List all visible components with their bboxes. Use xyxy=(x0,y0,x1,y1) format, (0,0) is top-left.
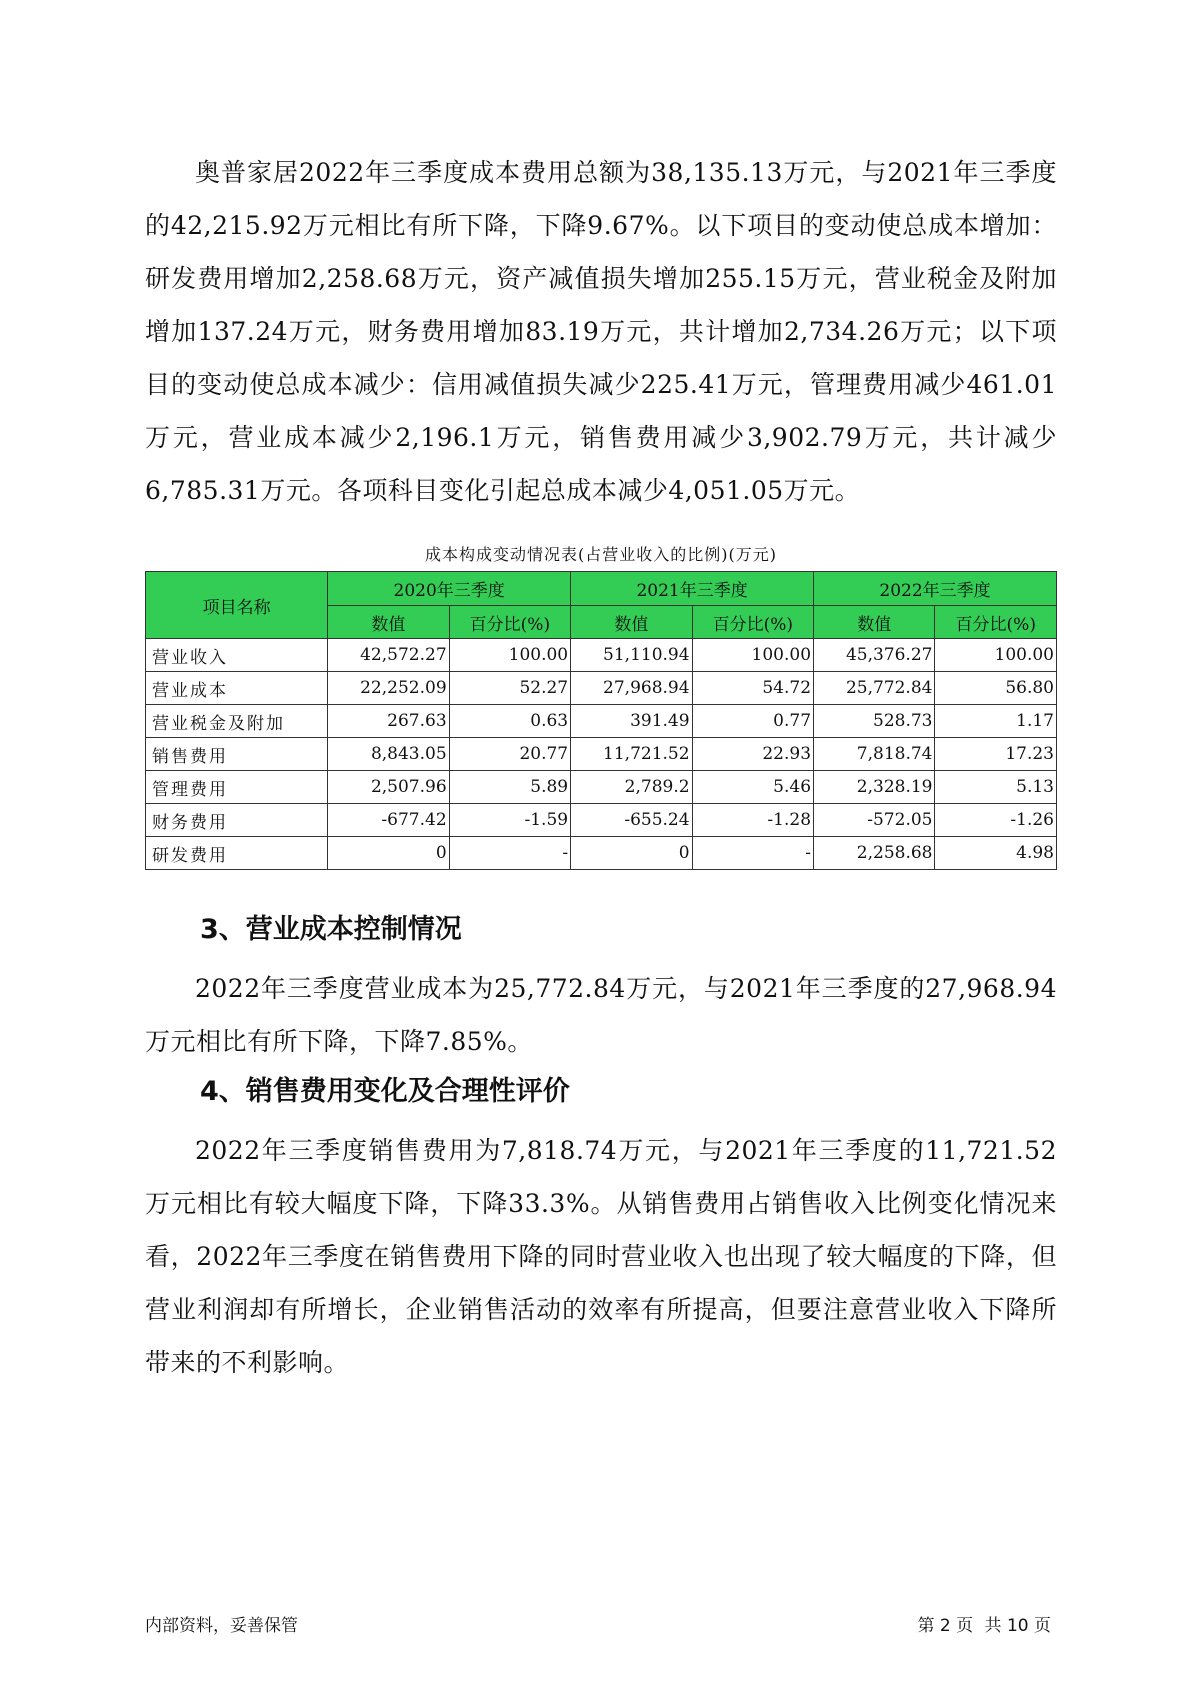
pct-cell: 22.93 xyxy=(692,738,813,771)
value-cell: 2,507.96 xyxy=(328,771,449,804)
pct-cell: 56.80 xyxy=(935,672,1057,705)
row-label: 营业成本 xyxy=(146,672,328,705)
pct-cell: 17.23 xyxy=(935,738,1057,771)
row-label: 管理费用 xyxy=(146,771,328,804)
section-heading: 4、销售费用变化及合理性评价 xyxy=(200,1076,570,1107)
pct-cell: - xyxy=(449,837,570,870)
intro-paragraph: 奥普家居2022年三季度成本费用总额为38,135.13万元，与2021年三季度的42,215.92万元相比有所下降，下降9.67%。以下项目的变动使总成本增加：研发费用增加2,258.68万元，资产减值损失增加255.15万元，营业税金及附加增加137.24万元，财务费用增加83.19万元，共计增加2,734.26万元；以下项目的变动使总成本减少：信用减值损失减少225.41万元，管理费用减少461.01万元，营业成本减少2,196.1万元，销售费用减少3,902.79万元，共计减少6,785.31万元。各项科目变化引起总成本减少4,051.05万元。 xyxy=(145,158,1057,505)
value-cell: 391.49 xyxy=(571,705,692,738)
value-cell: -677.42 xyxy=(328,804,449,837)
row-label: 营业税金及附加 xyxy=(146,705,328,738)
table-row xyxy=(146,804,1057,837)
page-number xyxy=(912,1611,1051,1636)
value-header: 数值 xyxy=(328,606,449,639)
value-cell: 267.63 xyxy=(328,705,449,738)
section-paragraph: 2022年三季度销售费用为7,818.74万元，与2021年三季度的11,721.52万元相比有较大幅度下降，下降33.3%。从销售费用占销售收入比例变化情况来看，2022年三季度在销售费用下降的同时营业收入也出现了较大幅度的下降，但营业利润却有所增长，企业销售活动的效率有所提高，但要注意营业收入下降所带来的不利影响。 xyxy=(145,1136,1057,1377)
pct-header: 百分比(%) xyxy=(449,606,570,639)
period-header: 2022年三季度 xyxy=(814,572,1057,606)
total-pages-label: 共 10 页 xyxy=(984,1616,1051,1636)
pct-cell: 52.27 xyxy=(449,672,570,705)
table-row xyxy=(146,672,1057,705)
value-cell: 11,721.52 xyxy=(571,738,692,771)
value-header: 数值 xyxy=(814,606,935,639)
pct-cell: -1.26 xyxy=(935,804,1057,837)
pct-cell: 5.89 xyxy=(449,771,570,804)
table-row xyxy=(146,771,1057,804)
value-cell: 25,772.84 xyxy=(814,672,935,705)
value-cell: 8,843.05 xyxy=(328,738,449,771)
table-row xyxy=(146,705,1057,738)
table-caption: 成本构成变动情况表(占营业收入的比例)(万元) xyxy=(425,545,777,564)
table-row xyxy=(146,639,1057,672)
pct-cell: -1.28 xyxy=(692,804,813,837)
value-cell: 2,789.2 xyxy=(571,771,692,804)
value-cell: 2,328.19 xyxy=(814,771,935,804)
value-cell: 51,110.94 xyxy=(571,639,692,672)
section-paragraph: 2022年三季度营业成本为25,772.84万元，与2021年三季度的27,968.94万元相比有所下降，下降7.85%。 xyxy=(145,974,1057,1056)
row-label: 财务费用 xyxy=(146,804,328,837)
pct-cell: 4.98 xyxy=(935,837,1057,870)
cost-structure-table xyxy=(145,571,1057,870)
value-cell: 27,968.94 xyxy=(571,672,692,705)
pct-header: 百分比(%) xyxy=(692,606,813,639)
pct-cell: -1.59 xyxy=(449,804,570,837)
pct-cell: 5.46 xyxy=(692,771,813,804)
value-cell: 45,376.27 xyxy=(814,639,935,672)
value-cell: -655.24 xyxy=(571,804,692,837)
table-row xyxy=(146,738,1057,771)
pct-cell: - xyxy=(692,837,813,870)
value-cell: 0 xyxy=(328,837,449,870)
value-cell: 22,252.09 xyxy=(328,672,449,705)
pct-cell: 5.13 xyxy=(935,771,1057,804)
page-label: 第 2 页 xyxy=(917,1616,974,1636)
row-label: 营业收入 xyxy=(146,639,328,672)
pct-cell: 0.63 xyxy=(449,705,570,738)
value-cell: 42,572.27 xyxy=(328,639,449,672)
value-cell: -572.05 xyxy=(814,804,935,837)
row-label: 研发费用 xyxy=(146,837,328,870)
pct-cell: 100.00 xyxy=(692,639,813,672)
period-header: 2020年三季度 xyxy=(328,572,571,606)
period-header: 2021年三季度 xyxy=(571,572,814,606)
pct-cell: 100.00 xyxy=(449,639,570,672)
item-name-header: 项目名称 xyxy=(146,572,328,639)
value-header: 数值 xyxy=(571,606,692,639)
section-heading: 3、营业成本控制情况 xyxy=(200,914,462,945)
row-label: 销售费用 xyxy=(146,738,328,771)
table-body xyxy=(146,639,1057,870)
pct-cell: 54.72 xyxy=(692,672,813,705)
value-cell: 2,258.68 xyxy=(814,837,935,870)
pct-cell: 20.77 xyxy=(449,738,570,771)
value-cell: 0 xyxy=(571,837,692,870)
pct-cell: 100.00 xyxy=(935,639,1057,672)
pct-header: 百分比(%) xyxy=(935,606,1057,639)
value-cell: 528.73 xyxy=(814,705,935,738)
value-cell: 7,818.74 xyxy=(814,738,935,771)
pct-cell: 1.17 xyxy=(935,705,1057,738)
table-row xyxy=(146,837,1057,870)
confidential-note: 内部资料，妥善保管 xyxy=(145,1616,298,1636)
pct-cell: 0.77 xyxy=(692,705,813,738)
